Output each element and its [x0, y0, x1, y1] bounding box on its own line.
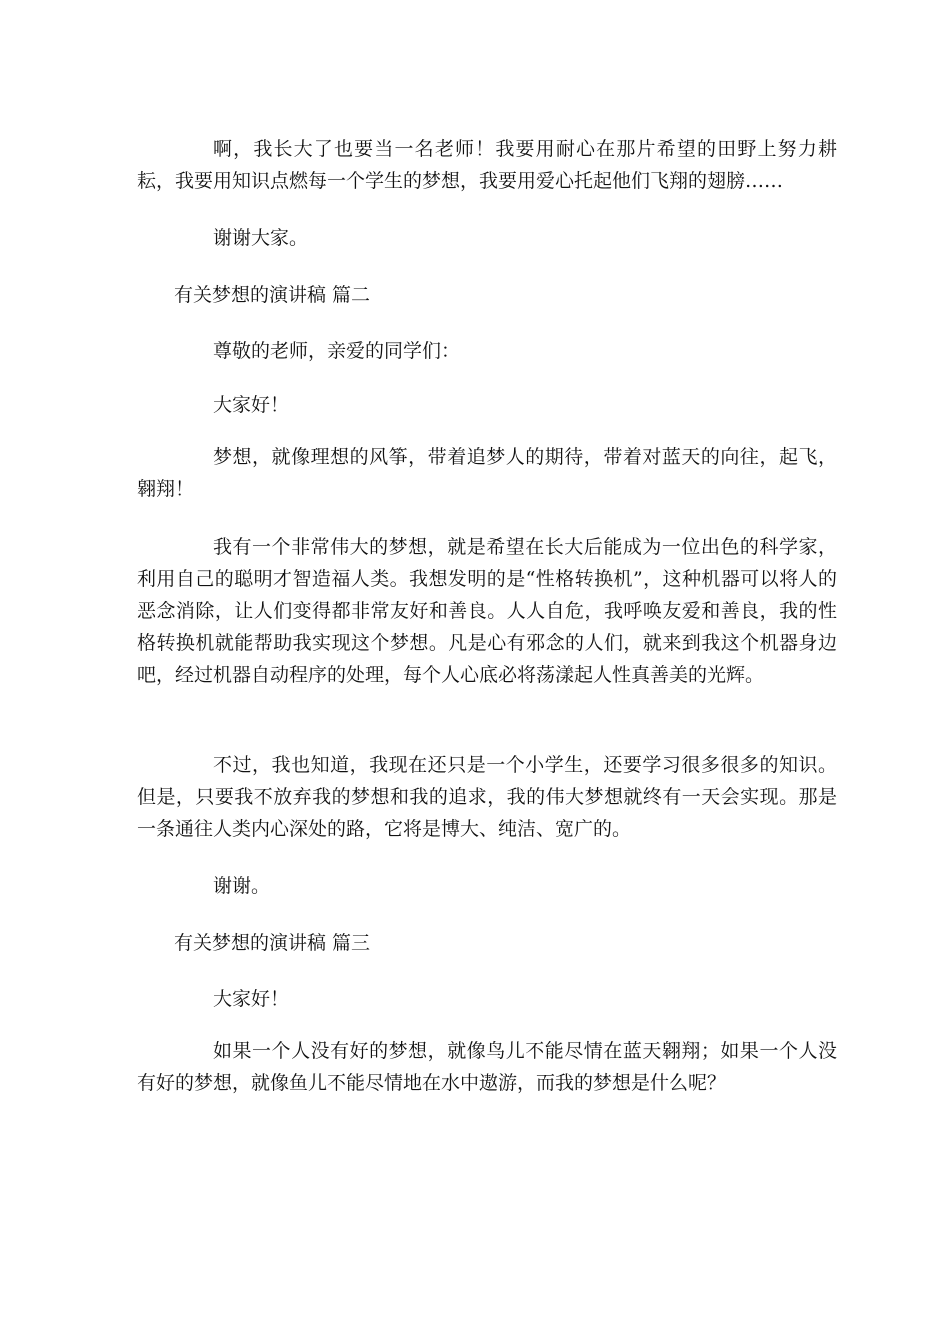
- paragraph-scientist-dream: 我有一个非常伟大的梦想，就是希望在长大后能成为一位出色的科学家，利用自己的聪明才智造福人类。我想发明的是“性格转换机”，这种机器可以将人的恶念消除，让人们变得都非常友好和善良。人人自危，我呼唤友爱和善良，我的性格转换机就能帮助我实现这个梦想。凡是心有邪念的人们，就来到我这个机器身边吧，经过机器自动程序的处理，每个人心底必将荡漾起人性真善美的光辉。: [137, 536, 837, 686]
- paragraph-hello-everyone-2: 大家好！: [213, 988, 290, 1010]
- paragraph-student-pursuit: 不过，我也知道，我现在还只是一个小学生，还要学习很多很多的知识。但是，只要我不放弃我的梦想和我的追求，我的伟大梦想就终有一天会实现。那是一条通往人类内心深处的路，它将是博大、纯洁、宽广的。: [137, 754, 837, 840]
- paragraph-bird-fish-dream: 如果一个人没有好的梦想，就像鸟儿不能尽情在蓝天翱翔；如果一个人没有好的梦想，就像鱼儿不能尽情地在水中遨游，而我的梦想是什么呢？: [137, 1040, 837, 1094]
- section-heading-part-two: 有关梦想的演讲稿 篇二: [174, 284, 371, 306]
- paragraph-kite-dream: 梦想，就像理想的风筝，带着追梦人的期待，带着对蓝天的向往，起飞，翱翔！: [137, 446, 837, 500]
- paragraph-hello-everyone: 大家好！: [213, 394, 290, 416]
- paragraph-teacher-dream: 啊，我长大了也要当一名老师！我要用耐心在那片希望的田野上努力耕耘，我要用知识点燃每一个学生的梦想，我要用爱心托起他们飞翔的翅膀……: [137, 138, 837, 192]
- paragraph-thanks-all: 谢谢大家。: [213, 227, 309, 249]
- section-heading-part-three: 有关梦想的演讲稿 篇三: [174, 932, 371, 954]
- paragraph-greeting-teachers: 尊敬的老师，亲爱的同学们：: [213, 340, 461, 362]
- paragraph-thanks: 谢谢。: [213, 875, 271, 897]
